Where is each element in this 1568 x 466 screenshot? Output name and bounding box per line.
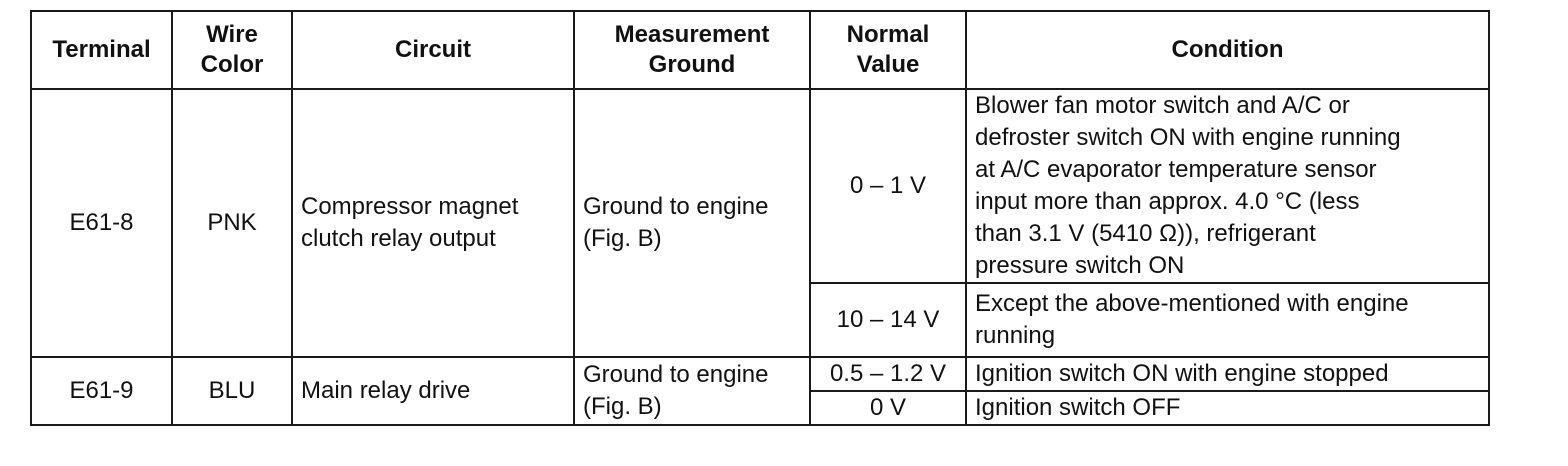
terminal-cell bbox=[31, 357, 172, 425]
header-wire-color-label: Wire Color bbox=[200, 21, 264, 78]
normal-value-text: 0 V bbox=[869, 394, 907, 421]
normal-value-cell bbox=[810, 391, 966, 425]
condition-cell bbox=[966, 283, 1489, 357]
header-condition-label: Condition bbox=[1171, 36, 1284, 63]
header-normal-value bbox=[810, 11, 966, 89]
condition-text: Blower fan motor switch and A/C or defroster switch ON with engine running at A/C evaporator temperature sensor input more than approx. 4.0 °C (less than 3.1 V (5410 Ω)), refrigerant pressure switch ON bbox=[975, 92, 1401, 279]
table-row bbox=[31, 357, 1489, 391]
circuit-cell bbox=[292, 89, 574, 357]
terminal-spec-table bbox=[30, 10, 1490, 426]
wire-color-text: BLU bbox=[208, 377, 256, 404]
measurement-ground-text: Ground to engine (Fig. B) bbox=[583, 361, 769, 420]
condition-cell bbox=[966, 357, 1489, 391]
normal-value-text: 10 – 14 V bbox=[836, 306, 940, 333]
terminal-cell bbox=[31, 89, 172, 357]
terminal-text: E61-9 bbox=[69, 377, 134, 404]
condition-text: Ignition switch ON with engine stopped bbox=[975, 360, 1389, 387]
circuit-cell bbox=[292, 357, 574, 425]
condition-cell bbox=[966, 391, 1489, 425]
condition-text: Except the above-mentioned with engine running bbox=[975, 290, 1409, 349]
normal-value-cell bbox=[810, 283, 966, 357]
header-row bbox=[31, 11, 1489, 89]
table-row bbox=[31, 89, 1489, 283]
condition-cell bbox=[966, 89, 1489, 283]
header-terminal bbox=[31, 11, 172, 89]
wire-color-cell bbox=[172, 357, 292, 425]
circuit-text: Compressor magnet clutch relay output bbox=[301, 193, 519, 252]
normal-value-text: 0 – 1 V bbox=[849, 172, 927, 199]
header-measurement-ground-label: Measurement Ground bbox=[614, 21, 770, 78]
wire-color-cell bbox=[172, 89, 292, 357]
header-wire-color bbox=[172, 11, 292, 89]
wire-color-text: PNK bbox=[207, 209, 257, 236]
normal-value-cell bbox=[810, 89, 966, 283]
header-terminal-label: Terminal bbox=[52, 36, 151, 63]
normal-value-cell bbox=[810, 357, 966, 391]
header-measurement-ground bbox=[574, 11, 810, 89]
header-circuit bbox=[292, 11, 574, 89]
measurement-ground-cell bbox=[574, 89, 810, 357]
header-circuit-label: Circuit bbox=[394, 36, 471, 63]
terminal-text: E61-8 bbox=[69, 209, 134, 236]
measurement-ground-text: Ground to engine (Fig. B) bbox=[583, 193, 769, 252]
measurement-ground-cell bbox=[574, 357, 810, 425]
header-normal-value-label: Normal Value bbox=[846, 21, 930, 78]
normal-value-text: 0.5 – 1.2 V bbox=[829, 360, 947, 387]
circuit-text: Main relay drive bbox=[301, 377, 471, 404]
header-condition bbox=[966, 11, 1489, 89]
condition-text: Ignition switch OFF bbox=[975, 394, 1181, 421]
